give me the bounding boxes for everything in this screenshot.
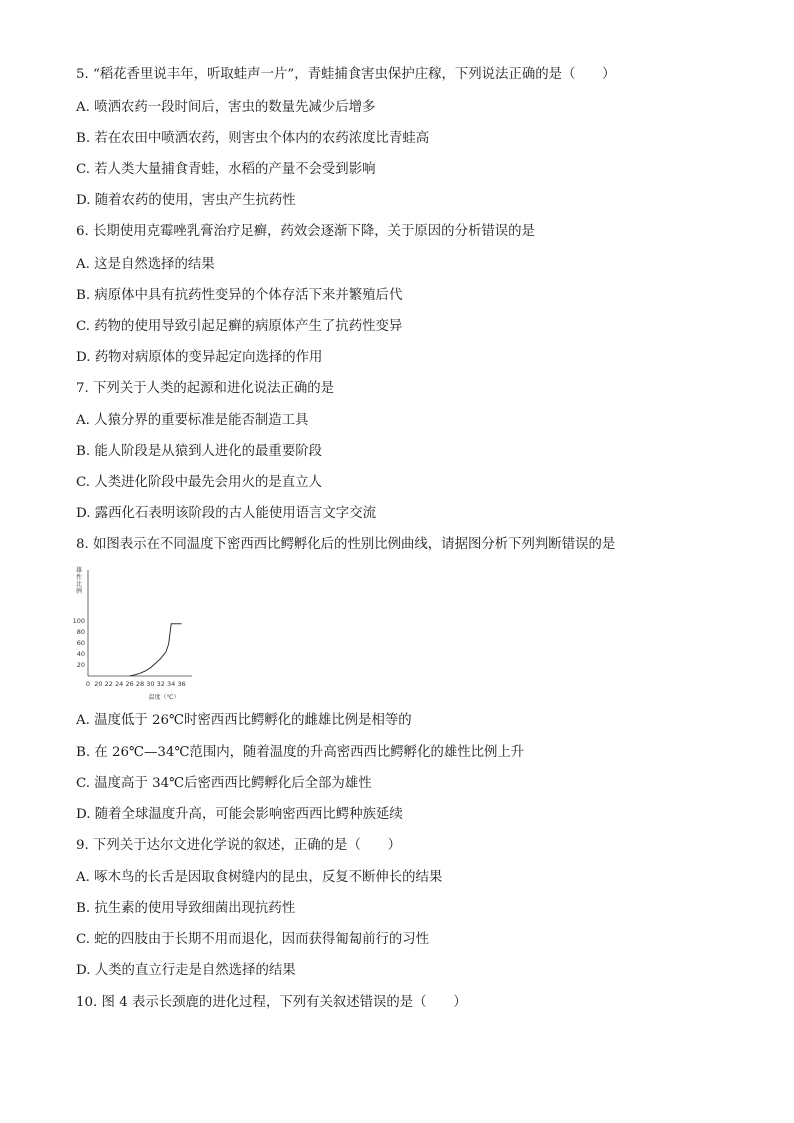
question-8-stem: 8. 如图表示在不同温度下密西西比鳄孵化后的性别比例曲线，请据图分析下列判断错误的是 (76, 537, 616, 552)
chart-axes (88, 570, 192, 676)
sex-ratio-chart (60, 562, 240, 702)
question-6-option-d: D. 药物对病原体的变异起定向选择的作用 (76, 350, 323, 365)
question-6-option-a: A. 这是自然选择的结果 (76, 257, 215, 272)
chart-series (130, 624, 182, 676)
question-7-stem: 7. 下列关于人类的起源和进化说法正确的是 (76, 381, 335, 396)
question-10-stem: 10. 图 4 表示长颈鹿的进化过程，下列有关叙述错误的是（ ） (76, 995, 467, 1010)
chart-x-tick-label: 26 (125, 680, 134, 688)
question-6-option-b: B. 病原体中具有抗药性变异的个体存活下来并繁殖后代 (76, 288, 403, 303)
chart-x-label: 温度（℃） (148, 694, 180, 701)
question-5-option-b: B. 若在农田中喷洒农药，则害虫个体内的农药浓度比青蛙高 (76, 131, 430, 146)
chart-y-ticks (73, 617, 85, 669)
question-7-option-b: B. 能人阶段是从猿到人进化的最重要阶段 (76, 444, 322, 459)
chart-x-tick-label: 20 (94, 680, 103, 688)
question-8-option-d: D. 随着全球温度升高，可能会影响密西西比鳄种族延续 (76, 807, 403, 822)
chart-y-tick-label: 60 (76, 639, 85, 647)
chart-x-tick-label: 36 (177, 680, 186, 688)
question-9-option-c: C. 蛇的四肢由于长期不用而退化，因而获得匍匐前行的习性 (76, 932, 430, 947)
chart-y-tick-label: 40 (76, 650, 85, 658)
question-8-option-a: A. 温度低于 26℃时密西西比鳄孵化的雌雄比例是相等的 (76, 713, 412, 728)
question-8-option-c: C. 温度高于 34℃后密西西比鳄孵化后全部为雄性 (76, 776, 372, 791)
question-6-option-c: C. 药物的使用导致引起足癣的病原体产生了抗药性变异 (76, 319, 403, 334)
chart-y-tick-label: 100 (72, 617, 85, 625)
chart-x-ticks (86, 680, 186, 688)
question-9-stem: 9. 下列关于达尔文进化学说的叙述，正确的是（ ） (76, 838, 402, 853)
chart-x-tick-label: 28 (135, 680, 145, 688)
question-5-option-d: D. 随着农药的使用，害虫产生抗药性 (76, 193, 296, 208)
chart-x-tick-label: 32 (156, 680, 165, 688)
question-9-option-d: D. 人类的直立行走是自然选择的结果 (76, 963, 296, 978)
chart-y-tick-label: 20 (76, 661, 85, 669)
chart-x-tick-label: 24 (115, 680, 124, 688)
question-5-option-c: C. 若人类大量捕食青蛙，水稻的产量不会受到影响 (76, 162, 376, 177)
chart-y-label: 雄性比例 (76, 567, 83, 595)
chart-y-tick-label: 80 (76, 628, 85, 636)
chart-x-tick-label: 34 (167, 680, 176, 688)
chart-x-tick-label: 0 (85, 680, 91, 688)
question-8-option-b: B. 在 26℃—34℃范围内，随着温度的升高密西西比鳄孵化的雄性比例上升 (76, 745, 525, 760)
question-7-option-a: A. 人猿分界的重要标准是能否制造工具 (76, 413, 309, 428)
question-7-option-c: C. 人类进化阶段中最先会用火的是直立人 (76, 475, 322, 490)
question-5-option-a: A. 喷洒农药一段时间后，害虫的数量先减少后增多 (76, 100, 376, 115)
question-6-stem: 6. 长期使用克霉唑乳膏治疗足癣，药效会逐渐下降，关于原因的分析错误的是 (76, 224, 535, 239)
question-9-option-a: A. 啄木鸟的长舌是因取食树缝内的昆虫，反复不断伸长的结果 (76, 870, 443, 885)
chart-x-tick-label: 30 (146, 680, 155, 688)
chart-series-line (130, 624, 182, 676)
question-9-option-b: B. 抗生素的使用导致细菌出现抗药性 (76, 901, 296, 916)
question-5-stem: 5. “稻花香里说丰年，听取蛙声一片”，青蛙捕食害虫保护庄稼，下列说法正确的是（ ） (76, 67, 616, 82)
question-7-option-d: D. 露西化石表明该阶段的古人能使用语言文字交流 (76, 506, 376, 521)
chart-x-tick-label: 22 (104, 680, 113, 688)
